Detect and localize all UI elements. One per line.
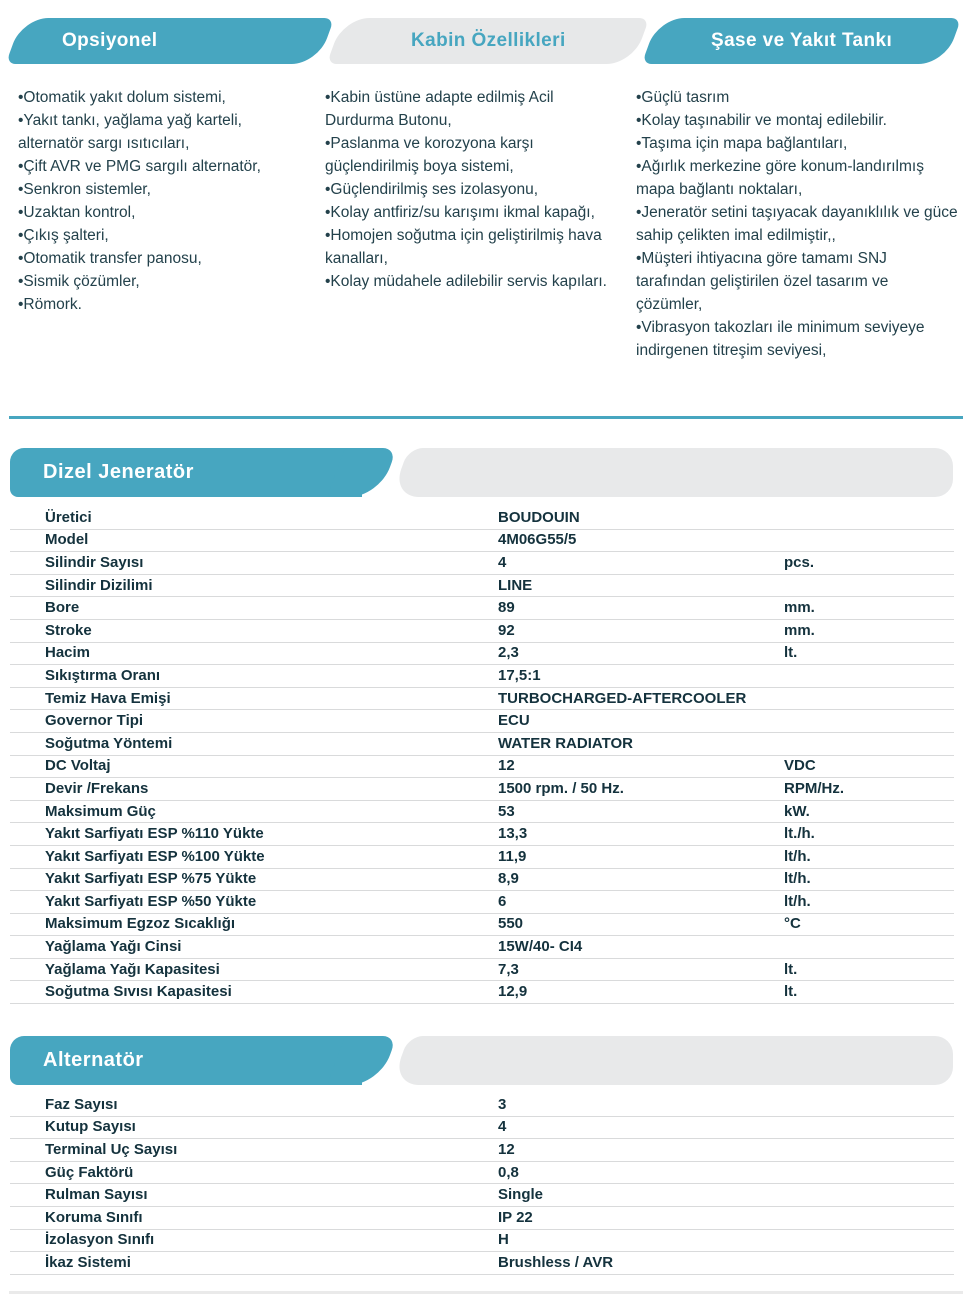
spec-unit: lt. (784, 983, 798, 1001)
spec-value: 92 (498, 621, 515, 639)
bottom-divider-line (9, 1291, 963, 1294)
spec-value: 4M06G55/5 (498, 531, 577, 549)
spec-unit: VDC (784, 757, 816, 775)
spec-label: Koruma Sınıfı (45, 1208, 143, 1226)
feature-item: •Senkron sistemler, (18, 181, 151, 198)
spec-value: 17,5:1 (498, 666, 541, 684)
spec-value: 4 (498, 553, 507, 571)
spec-label: Model (45, 531, 89, 549)
spec-row (10, 1184, 954, 1207)
spec-value: 3 (498, 1095, 507, 1113)
feature-item: •Vibrasyon takozları ile minimum seviyeye indirgenen titreşim seviyesi, (636, 319, 925, 359)
feature-list-kabin-ozellikleri (325, 86, 621, 362)
spec-row (10, 597, 954, 620)
spec-label: Maksimum Güç (45, 802, 156, 820)
spec-value: 7,3 (498, 960, 519, 978)
spec-unit: lt/h. (784, 847, 811, 865)
feature-item: •Kolay antfiriz/su karışımı ikmal kapağı, (325, 204, 595, 221)
spec-label: Yakıt Sarfiyatı ESP %110 Yükte (45, 825, 264, 843)
spec-label: Yakıt Sarfiyatı ESP %50 Yükte (45, 892, 257, 910)
spec-row (10, 733, 954, 756)
feature-item: •Güçlendirilmiş ses izolasyonu, (325, 181, 539, 198)
spec-row (10, 846, 954, 869)
spec-unit: pcs. (784, 553, 815, 571)
spec-unit: lt./h. (784, 825, 815, 843)
spec-value: LINE (498, 576, 533, 594)
spec-unit: lt. (784, 960, 798, 978)
spec-value: 12 (498, 757, 515, 775)
spec-label: Güç Faktörü (45, 1163, 134, 1181)
feature-item: •Güçlü tasrım (636, 89, 730, 106)
spec-row (10, 778, 954, 801)
spec-label: DC Voltaj (45, 757, 111, 775)
spec-value: 4 (498, 1118, 507, 1136)
spec-label: Silindir Dizilimi (45, 576, 153, 594)
spec-row (10, 914, 954, 937)
spec-value: 2,3 (498, 644, 519, 662)
spec-row (10, 530, 954, 553)
section-header-ribbon (10, 1036, 362, 1085)
spec-label: İkaz Sistemi (45, 1253, 131, 1271)
spec-row (10, 891, 954, 914)
spec-row (10, 552, 954, 575)
section-title: Alternatör (43, 1049, 144, 1071)
tab-opsiyonel-label: Opsiyonel (62, 30, 158, 51)
spec-label: Temiz Hava Emişi (45, 689, 171, 707)
tab-kabin-ozellikleri (327, 18, 650, 64)
spec-label: Devir /Frekans (45, 779, 149, 797)
tab-kabin-ozellikleri-label: Kabin Özellikleri (410, 30, 566, 51)
spec-value: 15W/40- CI4 (498, 938, 583, 956)
spec-row (10, 869, 954, 892)
spec-unit: kW. (784, 802, 810, 820)
spec-value: 11,9 (498, 847, 527, 865)
spec-row (10, 823, 954, 846)
spec-label: Governor Tipi (45, 712, 144, 730)
feature-item: •Uzaktan kontrol, (18, 204, 136, 221)
spec-row (10, 959, 954, 982)
spec-unit: lt. (784, 644, 798, 662)
spec-label: Yakıt Sarfiyatı ESP %75 Yükte (45, 870, 257, 888)
feature-item: •Homojen soğutma için geliştirilmiş hava kanalları, (325, 227, 602, 267)
spec-value: 53 (498, 802, 515, 820)
spec-value: Brushless / AVR (498, 1253, 614, 1271)
spec-unit: °C (784, 915, 801, 933)
spec-row (10, 507, 954, 530)
feature-item: •Müşteri ihtiyacına göre tamamı SNJ tarafından geliştirilen özel tasarım ve çözümler, (636, 250, 889, 313)
spec-label: İzolasyon Sınıfı (45, 1231, 155, 1249)
spec-label: Soğutma Sıvısı Kapasitesi (45, 983, 232, 1001)
feature-item: •Yakıt tankı, yağlama yağ karteli, alternatör sargı ısıtıcıları, (18, 112, 242, 152)
spec-value: ECU (498, 712, 530, 730)
spec-row (10, 575, 954, 598)
spec-value: 13,3 (498, 825, 528, 843)
section-header-ribbon-gray (424, 448, 953, 497)
section-header-dizel-jenerator (0, 448, 972, 497)
spec-label: Üretici (45, 508, 92, 526)
spec-unit: mm. (784, 599, 815, 617)
spec-row (10, 936, 954, 959)
feature-item: •Otomatik transfer panosu, (18, 250, 202, 267)
section-title: Dizel Jeneratör (43, 461, 194, 483)
spec-value: 12,9 (498, 983, 528, 1001)
feature-item: •Kolay müdahele adilebilir servis kapıları. (325, 273, 607, 290)
spec-row (10, 801, 954, 824)
tab-opsiyonel (6, 18, 335, 64)
feature-item: •Kolay taşınabilir ve montaj edilebilir. (636, 112, 887, 129)
spec-row (10, 643, 954, 666)
spec-label: Faz Sayısı (45, 1095, 118, 1113)
spec-unit: lt/h. (784, 870, 811, 888)
feature-tabs-row (14, 18, 958, 64)
spec-row (10, 620, 954, 643)
spec-label: Yakıt Sarfiyatı ESP %100 Yükte (45, 847, 265, 865)
spec-value: WATER RADIATOR (498, 734, 633, 752)
spec-row (10, 981, 954, 1004)
spec-label: Maksimum Egzoz Sıcaklığı (45, 915, 236, 933)
spec-row (10, 688, 954, 711)
spec-value: 1500 rpm. / 50 Hz. (498, 779, 624, 797)
spec-unit: RPM/Hz. (784, 779, 844, 797)
feature-item: •Römork. (18, 296, 82, 313)
spec-unit: lt/h. (784, 892, 811, 910)
spec-row (10, 1207, 954, 1230)
spec-row (10, 1162, 954, 1185)
spec-value: 0,8 (498, 1163, 519, 1181)
feature-columns (18, 86, 959, 362)
spec-row (10, 756, 954, 779)
spec-value: 89 (498, 599, 515, 617)
section-header-ribbon (10, 448, 362, 497)
feature-item: •Jeneratör setini taşıyacak dayanıklılık ve güce sahip çelikten imal edilmiştir,, (636, 204, 958, 244)
spec-label: Terminal Uç Sayısı (45, 1140, 178, 1158)
spec-value: 8,9 (498, 870, 519, 888)
feature-list-sase-ve-yakit-tanki (636, 86, 958, 362)
spec-label: Yağlama Yağı Kapasitesi (45, 960, 220, 978)
spec-row (10, 1094, 954, 1117)
section-header-ribbon-gray (424, 1036, 953, 1085)
feature-item: •Ağırlık merkezine göre konum-landırılmış mapa bağlantı noktaları, (636, 158, 924, 198)
spec-label: Bore (45, 599, 80, 617)
spec-label: Rulman Sayısı (45, 1186, 148, 1204)
spec-label: Soğutma Yöntemi (45, 734, 173, 752)
feature-list-opsiyonel (18, 86, 310, 362)
spec-unit: mm. (784, 621, 815, 639)
spec-label: Hacim (45, 644, 91, 662)
feature-item: •Kabin üstüne adapte edilmiş Acil Durdurma Butonu, (325, 89, 554, 129)
spec-value: 6 (498, 892, 507, 910)
feature-item: •Çıkış şalteri, (18, 227, 109, 244)
spec-label: Kutup Sayısı (45, 1118, 136, 1136)
spec-row (10, 1139, 954, 1162)
tab-sase-ve-yakit-tanki-label: Şase ve Yakıt Tankı (710, 30, 893, 51)
feature-item: •Çift AVR ve PMG sargılı alternatör, (18, 158, 261, 175)
spec-row (10, 665, 954, 688)
spec-row (10, 710, 954, 733)
feature-item: •Taşıma için mapa bağlantıları, (636, 135, 848, 152)
spec-table-dizel-jenerator (10, 507, 954, 1004)
feature-item: •Otomatik yakıt dolum sistemi, (18, 89, 226, 106)
spec-row (10, 1230, 954, 1253)
spec-value: IP 22 (498, 1208, 533, 1226)
spec-label: Sıkıştırma Oranı (45, 666, 161, 684)
spec-value: TURBOCHARGED-AFTERCOOLER (498, 689, 747, 707)
spec-label: Stroke (45, 621, 92, 639)
spec-label: Silindir Sayısı (45, 553, 144, 571)
section-header-alternator (0, 1036, 972, 1085)
spec-label: Yağlama Yağı Cinsi (45, 938, 182, 956)
spec-value: BOUDOUIN (498, 508, 580, 526)
feature-item: •Sismik çözümler, (18, 273, 140, 290)
feature-item: •Paslanma ve korozyona karşı güçlendirilmiş boya sistemi, (325, 135, 534, 175)
spec-value: H (498, 1231, 509, 1249)
spec-value: 550 (498, 915, 524, 933)
tab-sase-ve-yakit-tanki (642, 18, 962, 64)
spec-value: Single (498, 1186, 544, 1204)
spec-table-alternator (10, 1094, 954, 1275)
spec-value: 12 (498, 1140, 515, 1158)
spec-row (10, 1117, 954, 1140)
section-divider-line (9, 416, 963, 419)
spec-row (10, 1252, 954, 1275)
